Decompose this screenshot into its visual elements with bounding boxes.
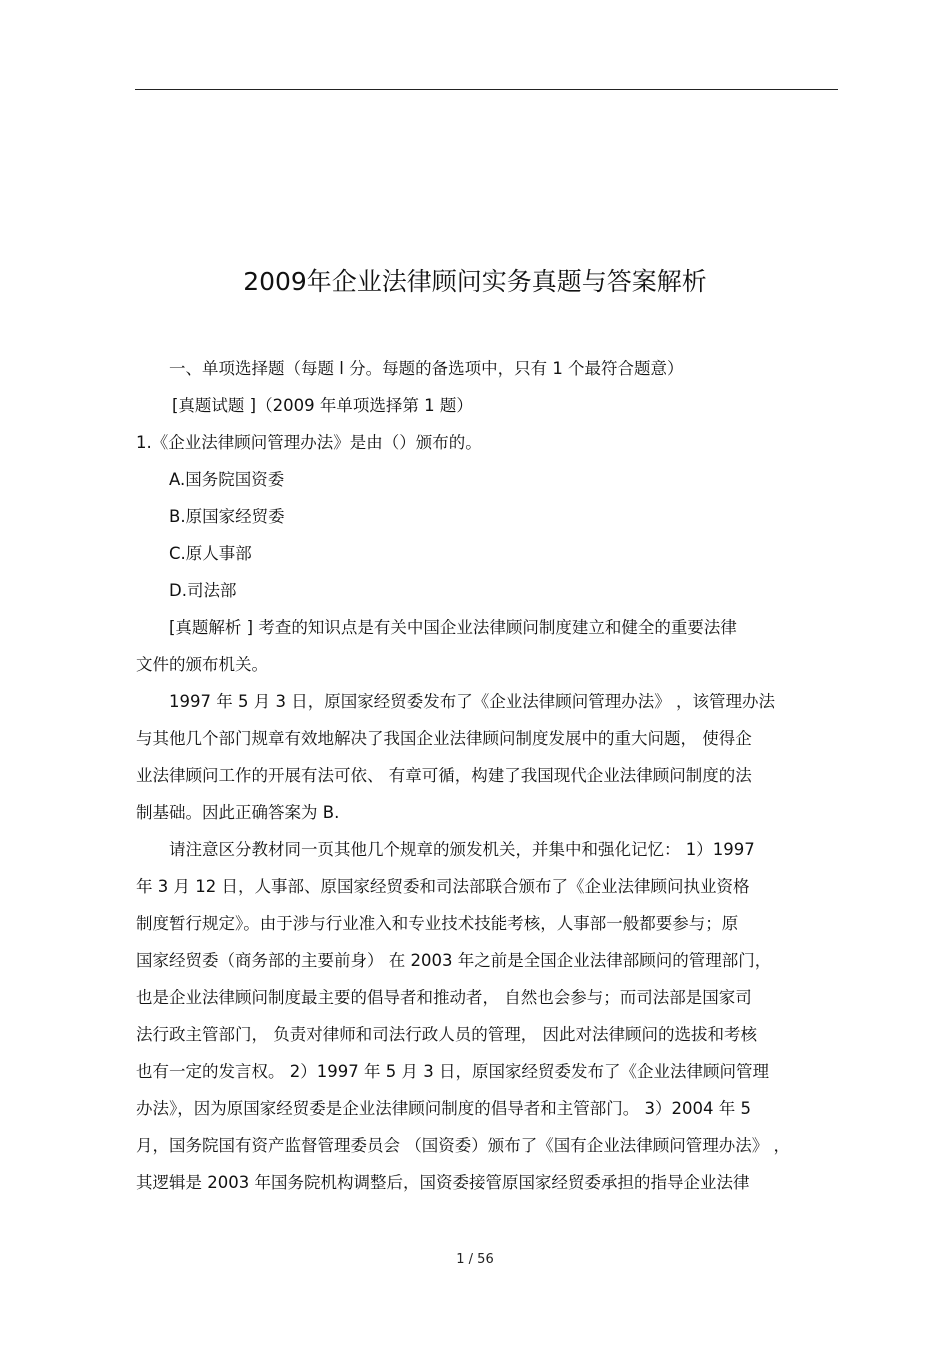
paragraph2-line: 法行政主管部门， 负责对律师和司法行政人员的管理， 因此对法律顾问的选拔和考核 bbox=[136, 1025, 757, 1044]
paragraph2-line: 也有一定的发言权。 2）1997 年 5 月 3 日，原国家经贸委发布了《企业法律顾问管理 bbox=[136, 1062, 769, 1081]
header-rule bbox=[135, 89, 838, 90]
paragraph2-line: 请注意区分教材同一页其他几个规章的颁发机关，并集中和强化记忆： 1）1997 bbox=[169, 840, 755, 859]
paragraph1-line: 业法律顾问工作的开展有法可依、 有章可循，构建了我国现代企业法律顾问制度的法 bbox=[136, 766, 752, 785]
page-number: 1 / 56 bbox=[456, 1252, 494, 1267]
section-heading: 一、单项选择题（每题 l 分。每题的备选项中，只有 1 个最符合题意） bbox=[169, 359, 684, 378]
question-tag: [真题试题 ]（2009 年单项选择第 1 题） bbox=[172, 396, 473, 415]
document-body bbox=[136, 350, 840, 1201]
analysis-line: 文件的颁布机关。 bbox=[136, 655, 268, 674]
paragraph2-line: 国家经贸委（商务部的主要前身） 在 2003 年之前是全国企业法律部顾问的管理部门， bbox=[136, 951, 772, 970]
option-b: B.原国家经贸委 bbox=[169, 507, 285, 526]
paragraph2-line: 制度暂行规定》。由于涉与行业准入和专业技术技能考核，人事部一般都要参与；原 bbox=[136, 914, 739, 933]
paragraph2-line: 月，国务院国有资产监督管理委员会 （国资委）颁布了《国有企业法律顾问管理办法》 ， bbox=[136, 1136, 790, 1155]
analysis-line: [真题解析 ] 考查的知识点是有关中国企业法律顾问制度建立和健全的重要法律 bbox=[169, 618, 737, 637]
paragraph1-line: 制基础。因此正确答案为 B. bbox=[136, 803, 340, 822]
paragraph2-line: 办法》，因为原国家经贸委是企业法律顾问制度的倡导者和主管部门。 3）2004 年 5 bbox=[136, 1099, 751, 1118]
paragraph1-line: 1997 年 5 月 3 日，原国家经贸委发布了《企业法律顾问管理办法》 ，该管理办法 bbox=[169, 692, 775, 711]
paragraph2-line: 也是企业法律顾问制度最主要的倡导者和推动者， 自然也会参与；而司法部是国家司 bbox=[136, 988, 752, 1007]
paragraph2-line: 年 3 月 12 日，人事部、原国家经贸委和司法部联合颁布了《企业法律顾问执业资格 bbox=[136, 877, 750, 896]
option-d: D.司法部 bbox=[169, 581, 237, 600]
option-a: A.国务院国资委 bbox=[169, 470, 285, 489]
question-text: 1.《企业法律顾问管理办法》是由（）颁布的。 bbox=[136, 433, 482, 452]
paragraph1-line: 与其他几个部门规章有效地解决了我国企业法律顾问制度发展中的重大问题， 使得企 bbox=[136, 729, 752, 748]
option-c: C.原人事部 bbox=[169, 544, 252, 563]
paragraph2-line: 其逻辑是 2003 年国务院机构调整后，国资委接管原国家经贸委承担的指导企业法律 bbox=[136, 1173, 750, 1192]
document-title: 2009年企业法律顾问实务真题与答案解析 bbox=[243, 267, 707, 296]
